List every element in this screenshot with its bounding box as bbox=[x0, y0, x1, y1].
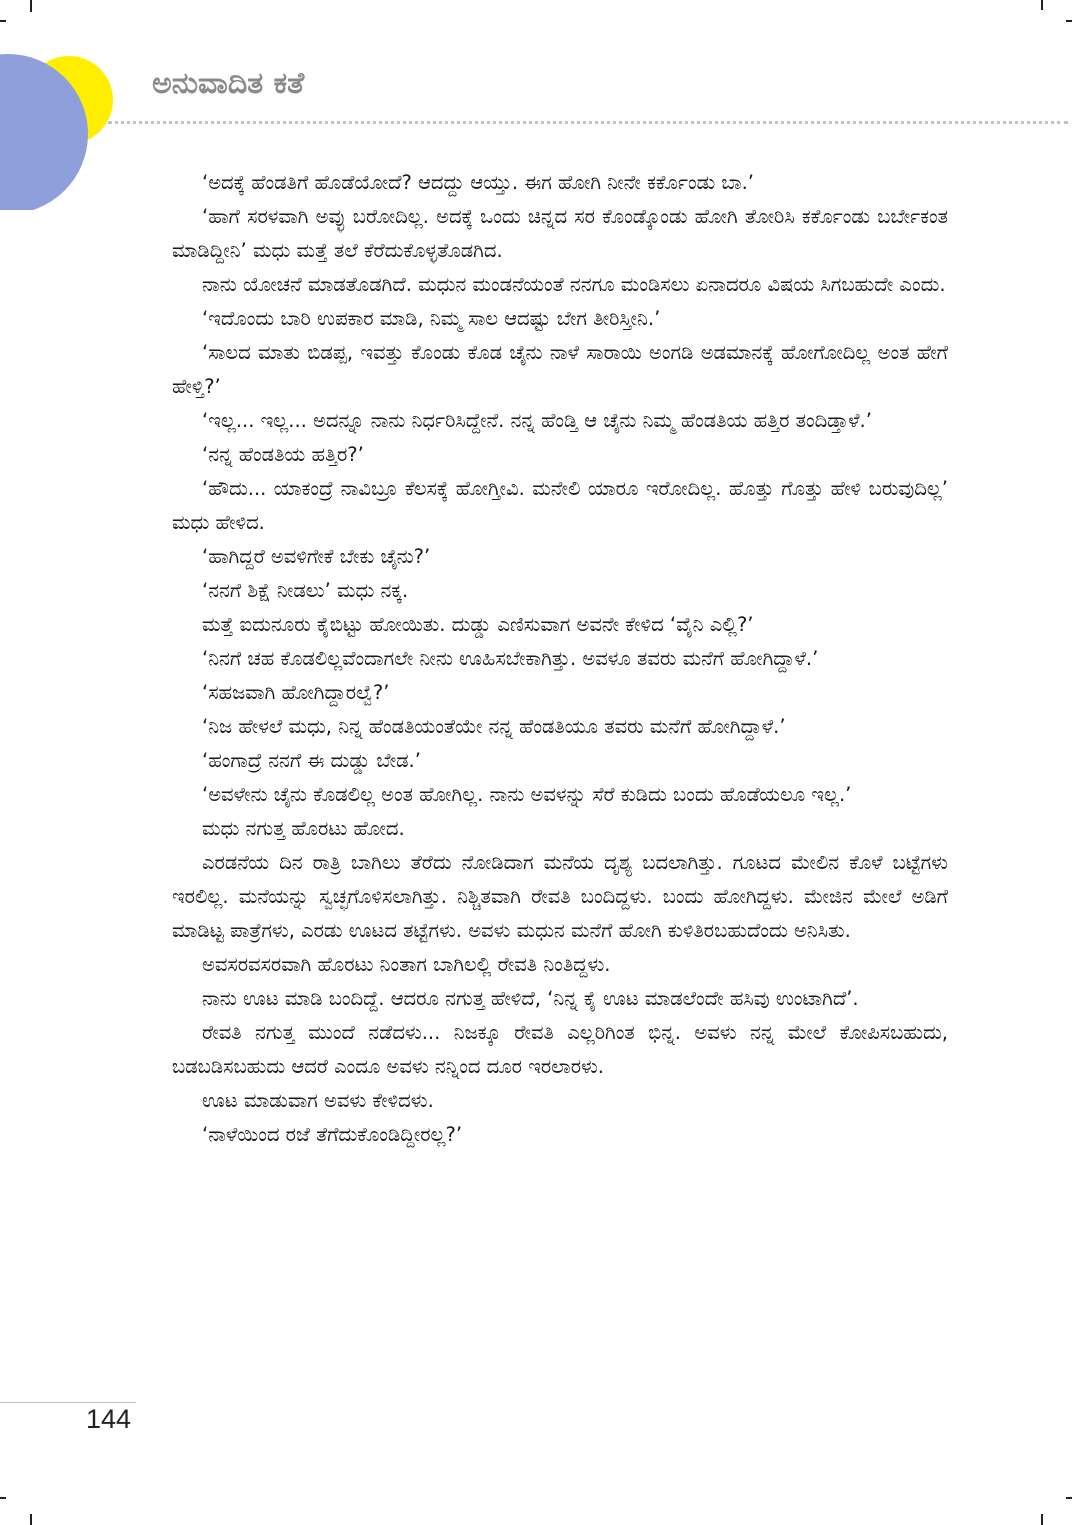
header-circles-graphic bbox=[0, 50, 130, 210]
section-title: ಅನುವಾದಿತ ಕತೆ bbox=[152, 66, 305, 101]
page-number: 144 bbox=[86, 1404, 132, 1434]
story-body bbox=[172, 166, 948, 1152]
crop-mark-top-right bbox=[1041, 0, 1043, 10]
header-dotted-rule bbox=[108, 121, 1068, 124]
paragraph: ‘ಹಂಗಾದ್ರೆ ನನಗೆ ಈ ದುಡ್ಡು ಬೇಡ.’ bbox=[202, 749, 421, 772]
paragraph: ‘ನಿನಗೆ ಚಹ ಕೊಡಲಿಲ್ಲವೆಂದಾಗಲೇ ನೀನು ಊಹಿಸಬೇಕಾಗಿತ್ತು. ಅವಳೂ ತವರು ಮನೆಗೆ ಹೋಗಿದ್ದಾಳೆ.’ bbox=[202, 647, 819, 670]
paragraph: ‘ಅವಳೇನು ಚೈನು ಕೊಡಲಿಲ್ಲ ಅಂತ ಹೋಗಿಲ್ಲ. ನಾನು ಅವಳನ್ನು ಸೆರೆ ಕುಡಿದು ಬಂದು ಹೊಡೆಯಲೂ ಇಲ್ಲ.’ bbox=[202, 783, 852, 806]
crop-mark-bottom-right bbox=[1041, 1514, 1043, 1525]
crop-mark-top-left bbox=[30, 0, 32, 12]
crop-mark-right-bottom bbox=[1066, 1497, 1072, 1499]
paragraph: ನಾನು ಊಟ ಮಾಡಿ ಬಂದಿದ್ದೆ. ಆದರೂ ನಗುತ್ತ ಹೇಳಿದೆ, ‘ನಿನ್ನ ಕೈ ಊಟ ಮಾಡಲೆಂದೇ ಹಸಿವು ಉಂಟಾಗಿದೆ’. bbox=[202, 987, 859, 1010]
paragraph: ಮಧು ನಗುತ್ತ ಹೊರಟು ಹೋದ. bbox=[202, 817, 405, 840]
paragraph: ಮತ್ತೆ ಐದುನೂರು ಕೈಬಿಟ್ಟು ಹೋಯಿತು. ದುಡ್ಡು ಎಣಿಸುವಾಗ ಅವನೇ ಕೇಳಿದ ‘ವೈನಿ ಎಲ್ಲಿ?’ bbox=[202, 613, 754, 636]
paragraph: ‘ಅದಕ್ಕೆ ಹೆಂಡತಿಗೆ ಹೊಡೆಯೋದೆ? ಆದದ್ದು ಆಯ್ತು. ಈಗ ಹೋಗಿ ನೀನೇ ಕರ್ಕೊಂಡು ಬಾ.’ bbox=[202, 171, 755, 194]
paragraph: ‘ಸಹಜವಾಗಿ ಹೋಗಿದ್ದಾರಲ್ವೆ?’ bbox=[202, 681, 390, 704]
paragraph: ರೇವತಿ ನಗುತ್ತ ಮುಂದೆ ನಡೆದಳು... ನಿಜಕ್ಕೂ ರೇವತಿ ಎಲ್ಲರಿಗಿಂತ ಭಿನ್ನ. ಅವಳು ನನ್ನ ಮೇಲೆ ಕೋಪಿಸಬಹುದು, ಬಡಬಡಿಸಬಹುದು ಆದರೆ ಎಂದೂ ಅವಳು ನನ್ನಿಂದ ದೂರ ಇರಲಾರಳು. bbox=[172, 1021, 948, 1078]
paragraph: ‘ಇಲ್ಲ... ಇಲ್ಲ... ಅದನ್ನೂ ನಾನು ನಿರ್ಧರಿಸಿದ್ದೇನೆ. ನನ್ನ ಹೆಂಡ್ತಿ ಆ ಚೈನು ನಿಮ್ಮ ಹೆಂಡತಿಯ ಹತ್ತಿರ ತಂದಿಡ್ತಾಳೆ.’ bbox=[202, 409, 872, 432]
footer-rule bbox=[0, 1402, 136, 1403]
crop-mark-left-bottom bbox=[0, 1497, 6, 1499]
crop-mark-right-top bbox=[1066, 20, 1072, 22]
paragraph: ‘ಇದೊಂದು ಬಾರಿ ಉಪಕಾರ ಮಾಡಿ, ನಿಮ್ಮ ಸಾಲ ಆದಷ್ಟು ಬೇಗ ತೀರಿಸ್ತೀನಿ.’ bbox=[202, 307, 661, 330]
paragraph: ‘ಹೌದು... ಯಾಕಂದ್ರೆ ನಾವಿಬ್ರೂ ಕೆಲಸಕ್ಕೆ ಹೋಗ್ತೀವಿ. ಮನೇಲಿ ಯಾರೂ ಇರೋದಿಲ್ಲ. ಹೊತ್ತು ಗೊತ್ತು ಹೇಳಿ ಬರುವುದಿಲ್ಲ’ ಮಧು ಹೇಳಿದ. bbox=[172, 477, 948, 534]
crop-mark-left-top bbox=[0, 20, 6, 22]
paragraph: ‘ನನ್ನ ಹೆಂಡತಿಯ ಹತ್ತಿರ?’ bbox=[202, 443, 364, 466]
paragraph: ‘ನಿಜ ಹೇಳಲೆ ಮಧು, ನಿನ್ನ ಹೆಂಡತಿಯಂತೆಯೇ ನನ್ನ ಹೆಂಡತಿಯೂ ತವರು ಮನೆಗೆ ಹೋಗಿದ್ದಾಳೆ.’ bbox=[202, 715, 786, 738]
paragraph: ಅವಸರವಸರವಾಗಿ ಹೊರಟು ನಿಂತಾಗ ಬಾಗಿಲಲ್ಲಿ ರೇವತಿ ನಿಂತಿದ್ದಳು. bbox=[202, 953, 611, 976]
crop-mark-bottom-left bbox=[30, 1514, 32, 1525]
paragraph: ಎರಡನೆಯ ದಿನ ರಾತ್ರಿ ಬಾಗಿಲು ತೆರೆದು ನೋಡಿದಾಗ ಮನೆಯ ದೃಶ್ಯ ಬದಲಾಗಿತ್ತು. ಗೂಟದ ಮೇಲಿನ ಕೊಳೆ ಬಟ್ಟೆಗಳು ಇರಲಿಲ್ಲ. ಮನೆಯನ್ನು ಸ್ವಚ್ಛಗೊಳಿಸಲಾಗಿತ್ತು. ನಿಶ್ಚಿತವಾಗಿ ರೇವತಿ ಬಂದಿದ್ದಳು. ಬಂದು ಹೋಗಿದ್ದಳು. ಮೇಜಿನ ಮೇಲೆ ಅಡಿಗೆ ಮಾಡಿಟ್ಟ ಪಾತ್ರೆಗಳು, ಎರಡು ಊಟದ ತಟ್ಟೆಗಳು. ಅವಳು ಮಧುನ ಮನೆಗೆ ಹೋಗಿ ಕುಳಿತಿರಬಹುದೆಂದು ಅನಿಸಿತು. bbox=[172, 851, 948, 942]
paragraph: ‘ನಾಳೆಯಿಂದ ರಜೆ ತೆಗೆದುಕೊಂಡಿದ್ದೀರಲ್ಲ?’ bbox=[202, 1123, 463, 1146]
paragraph: ಊಟ ಮಾಡುವಾಗ ಅವಳು ಕೇಳಿದಳು. bbox=[202, 1089, 434, 1112]
paragraph: ನಾನು ಯೋಚನೆ ಮಾಡತೊಡಗಿದೆ. ಮಧುನ ಮಂಡನೆಯಂತೆ ನನಗೂ ಮಂಡಿಸಲು ಏನಾದರೂ ವಿಷಯ ಸಿಗಬಹುದೇ ಎಂದು. bbox=[202, 273, 946, 296]
paragraph: ‘ಸಾಲದ ಮಾತು ಬಿಡಪ್ಪ, ಇವತ್ತು ಕೊಂಡು ಕೊಡ ಚೈನು ನಾಳೆ ಸಾರಾಯಿ ಅಂಗಡಿ ಅಡಮಾನಕ್ಕೆ ಹೋಗೋದಿಲ್ಲ ಅಂತ ಹೇಗೆ ಹೇಳ್ತಿ?’ bbox=[172, 341, 948, 398]
header-decoration bbox=[0, 50, 130, 210]
paragraph: ‘ನನಗೆ ಶಿಕ್ಷೆ ನೀಡಲು’ ಮಧು ನಕ್ಕ. bbox=[202, 579, 409, 602]
paragraph: ‘ಹಾಗೆ ಸರಳವಾಗಿ ಅವ್ಳು ಬರೋದಿಲ್ಲ. ಅದಕ್ಕೆ ಒಂದು ಚಿನ್ನದ ಸರ ಕೊಂಡ್ಕೊಂಡು ಹೋಗಿ ತೋರಿಸಿ ಕರ್ಕೊಂಡು ಬರ್ಬೇಕಂತ ಮಾಡಿದ್ದೀನಿ’ ಮಧು ಮತ್ತೆ ತಲೆ ಕೆರೆದುಕೊಳ್ಳತೊಡಗಿದ. bbox=[172, 205, 948, 262]
paragraph: ‘ಹಾಗಿದ್ದರೆ ಅವಳಿಗೇಕೆ ಬೇಕು ಚೈನು?’ bbox=[202, 545, 431, 568]
